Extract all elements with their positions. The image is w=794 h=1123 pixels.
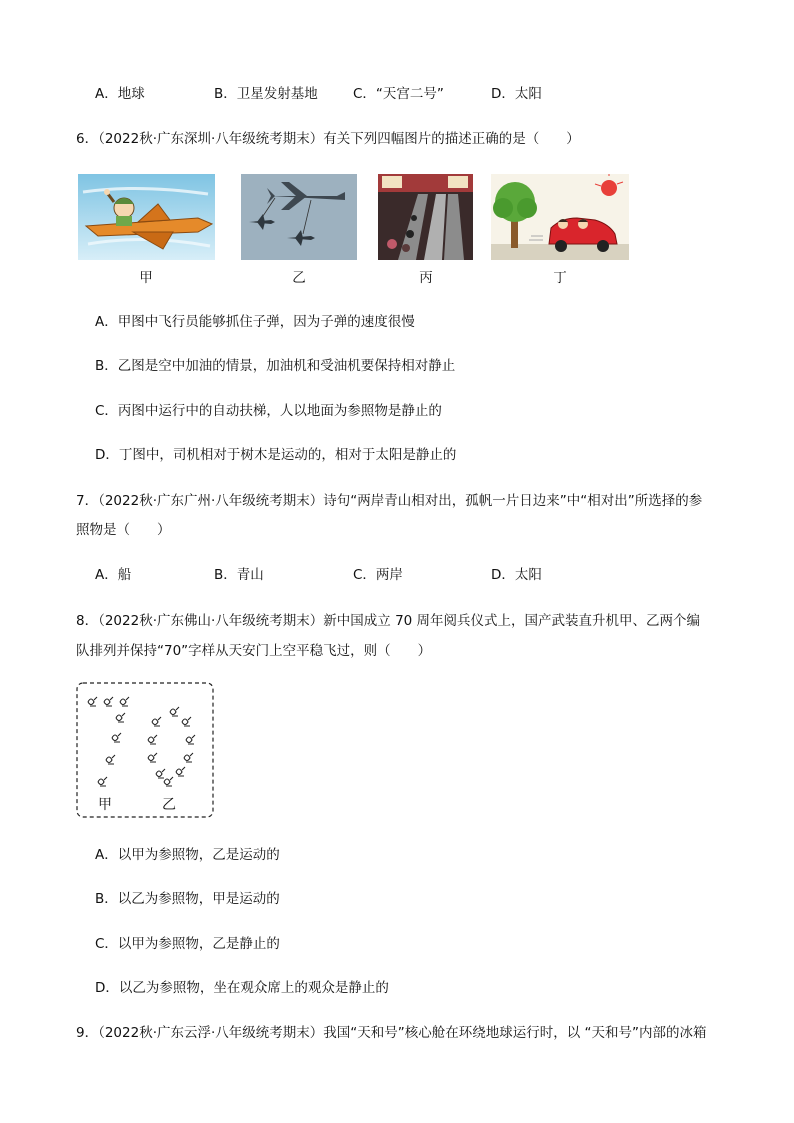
q8-stem-line2: 队排列并保持“70”字样从天安门上空平稳飞过，则（ ） <box>76 643 432 659</box>
q5-option-a: A．地球 <box>95 86 145 102</box>
q8-label-jia: 甲 <box>98 797 112 813</box>
q7-option-a: A．船 <box>95 567 132 583</box>
q6-stem: 6．（2022秋·广东深圳·八年级统考期末）有关下列四幅图片的描述正确的是（ ） <box>76 131 580 147</box>
q6-caption-bing: 丙 <box>419 270 433 286</box>
q6-caption-jia: 甲 <box>139 270 153 286</box>
q5-option-b: B．卫星发射基地 <box>214 86 318 102</box>
q7-option-c: C．两岸 <box>353 567 403 583</box>
q8-label-yi: 乙 <box>162 797 176 813</box>
q8-option-b: B．以乙为参照物，甲是运动的 <box>95 891 280 907</box>
q9-stem-line1: 9．（2022秋·广东云浮·八年级统考期末）我国“天和号”核心舱在环绕地球运行时，以 “天和号”内部的冰箱 <box>76 1025 707 1041</box>
q6-option-b: B．乙图是空中加油的情景，加油机和受油机要保持相对静止 <box>95 358 456 374</box>
q7-option-d: D．太阳 <box>491 567 542 583</box>
q5-option-c: C．“天宫二号” <box>353 86 444 102</box>
q8-stem-line1: 8．（2022秋·广东佛山·八年级统考期末）新中国成立 70 周年阅兵仪式上，国产武装直升机甲、乙两个编 <box>76 613 701 629</box>
q6-caption-yi: 乙 <box>292 270 306 286</box>
q7-stem-line2: 照物是（ ） <box>76 522 171 538</box>
q6-option-c: C．丙图中运行中的自动扶梯，人以地面为参照物是静止的 <box>95 403 442 419</box>
q6-figure-yi <box>241 174 357 260</box>
q7-stem-line1: 7．（2022秋·广东广州·八年级统考期末）诗句“两岸青山相对出，孤帆一片日边来”中“相对出”所选择的参 <box>76 493 703 509</box>
q7-option-b: B．青山 <box>214 567 264 583</box>
q8-option-c: C．以甲为参照物，乙是静止的 <box>95 936 280 952</box>
q5-option-d: D．太阳 <box>491 86 542 102</box>
q6-caption-ding: 丁 <box>553 270 567 286</box>
q6-figure-bing <box>378 174 473 260</box>
q6-option-d: D．丁图中，司机相对于树木是运动的，相对于太阳是静止的 <box>95 447 457 463</box>
q6-option-a: A．甲图中飞行员能够抓住子弹，因为子弹的速度很慢 <box>95 314 415 330</box>
q6-figure-ding <box>491 174 629 260</box>
q8-formation-figure <box>76 682 214 818</box>
q8-option-d: D．以乙为参照物，坐在观众席上的观众是静止的 <box>95 980 389 996</box>
q8-option-a: A．以甲为参照物，乙是运动的 <box>95 847 280 863</box>
q6-figure-jia <box>78 174 215 260</box>
